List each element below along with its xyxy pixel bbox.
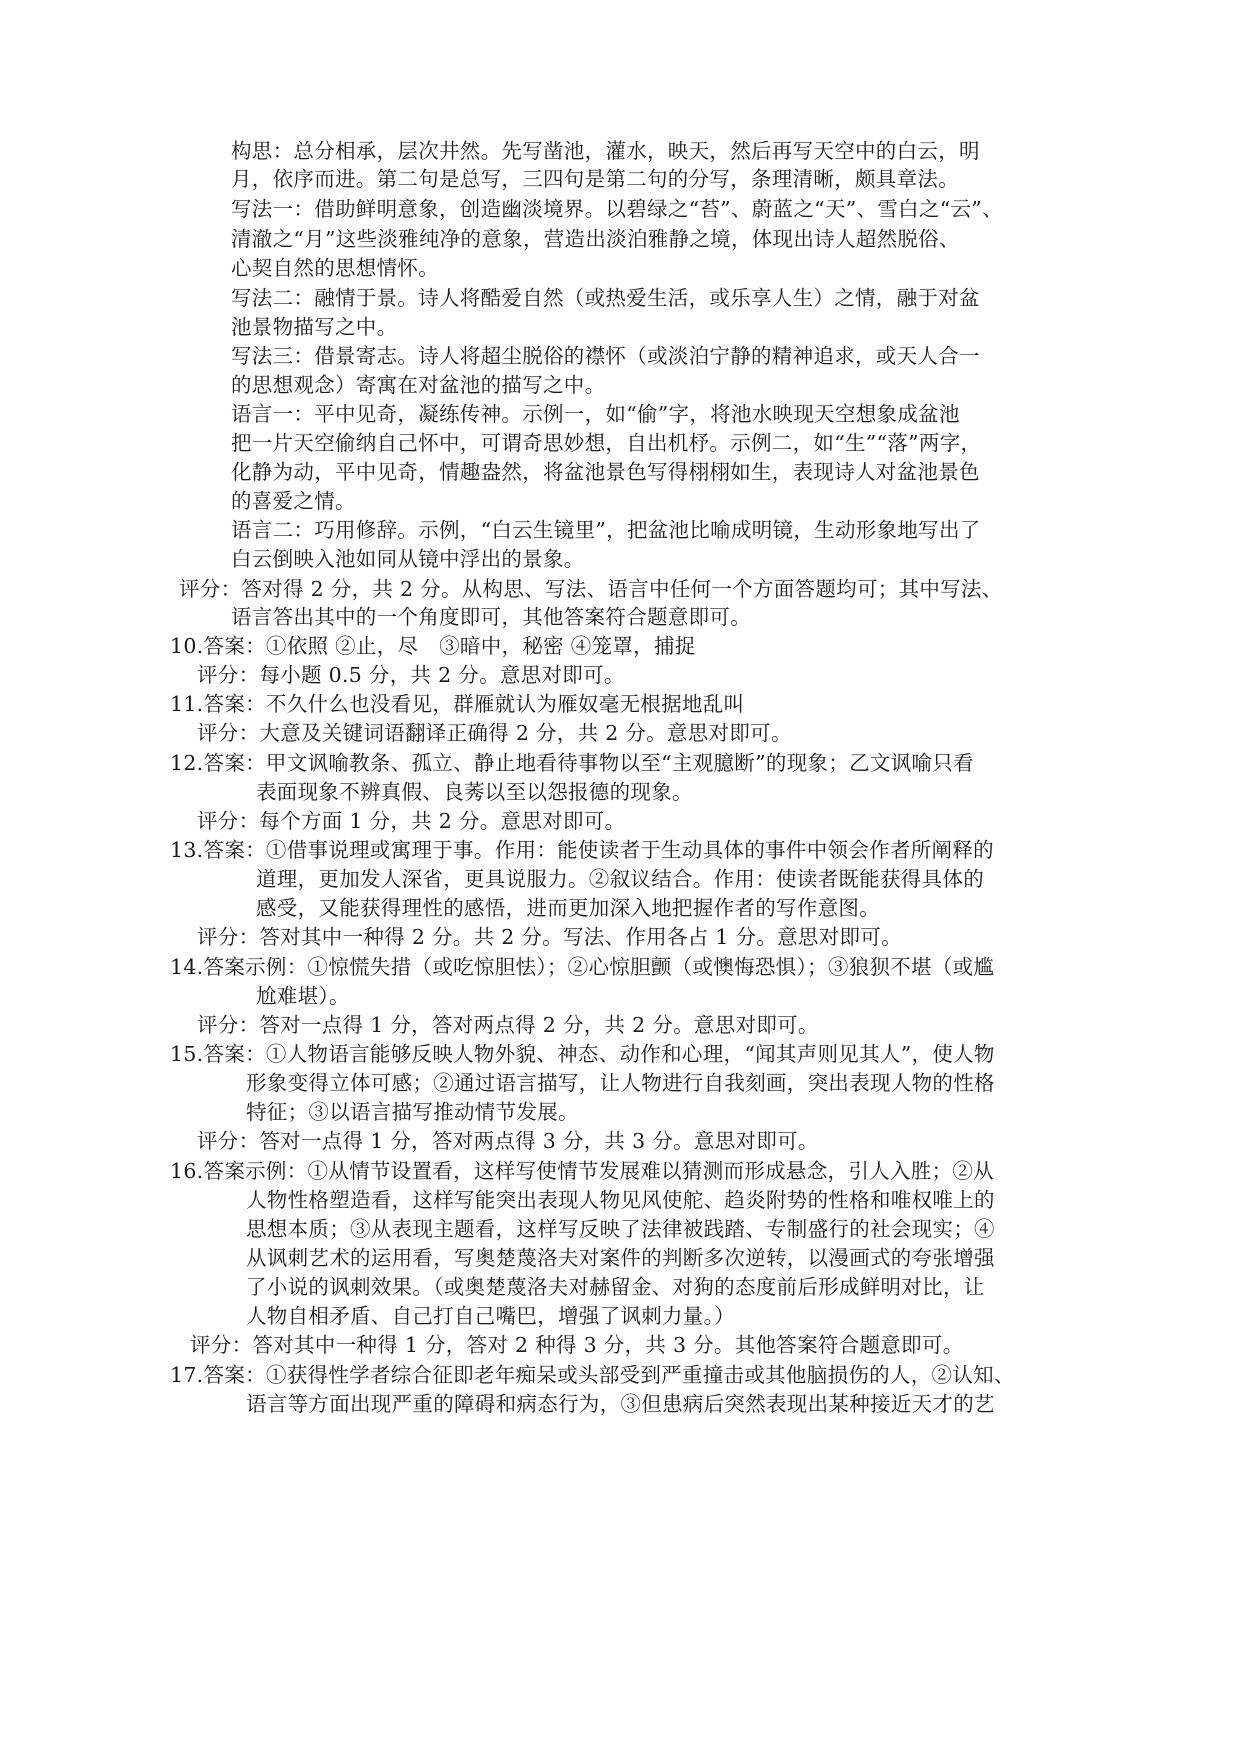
intro-line-4: 清澈之“月”这些淡雅纯净的意象，营造出淡泊雅静之境，体现出诗人超然脱俗、	[231, 227, 960, 251]
intro-line-5: 心契自然的思想情怀。	[231, 256, 439, 280]
q14-answer-line-1	[170, 953, 994, 981]
intro-line-10: 语言一：平中见奇，凝练传神。示例一，如“偷”字，将池水映现天空想象成盆池	[231, 402, 960, 426]
q13-number: 13.	[170, 838, 204, 862]
q12-answer-line-1	[170, 749, 974, 777]
q13-answer-line-3: 感受，又能获得理性的感悟，进而更加深入地把握作者的写作意图。	[256, 896, 880, 920]
intro-line-6: 写法二：融情于景。诗人将酷爱自然（或热爱生活，或乐享人生）之情，融于对盆	[231, 286, 980, 310]
intro-line-14: 语言二：巧用修辞。示例，“白云生镜里”，把盆池比喻成明镜，生动形象地写出了	[231, 518, 981, 542]
q13-answer-line-1	[170, 836, 994, 864]
q12-answer-1: 答案：甲文讽喻教条、孤立、静止地看待事物以至“主观臆断”的现象；乙文讽喻只看	[203, 751, 974, 775]
intro-line-3: 写法一：借助鲜明意象，创造幽淡境界。以碧绿之“苔”、蔚蓝之“天”、雪白之“云”、	[231, 197, 1003, 221]
q12-answer-line-2: 表面现象不辨真假、良莠以至以怨报德的现象。	[256, 780, 693, 804]
q14-score: 评分：答对一点得 1 分，答对两点得 2 分，共 2 分。意思对即可。	[197, 1013, 819, 1037]
q17-number: 17.	[170, 1363, 204, 1387]
q12-number: 12.	[170, 751, 204, 775]
q15-answer-line-1	[170, 1040, 995, 1068]
q16-answer-line-3: 思想本质；③从表现主题看，这样写反映了法律被践踏、专制盛行的社会现实；④	[246, 1217, 995, 1241]
q16-answer-1: 答案示例：①从情节设置看，这样写使情节发展难以猜测而形成悬念，引人入胜；②从	[203, 1159, 994, 1183]
intro-score-line-2: 语言答出其中的一个角度即可，其他答案符合题意即可。	[231, 605, 751, 629]
intro-score-line-1: 评分：答对得 2 分，共 2 分。从构思、写法、语言中任何一个方面答题均可；其中写法、	[179, 577, 1003, 601]
q16-answer-line-6: 人物自相矛盾、自己打自己嘴巴，增强了讽刺力量。）	[246, 1304, 735, 1328]
q10-answer: 答案：①依照 ②止，尽 ③暗中，秘密 ④笼罩，捕捉	[203, 634, 696, 658]
q14-answer-line-2: 尬难堪）。	[256, 984, 350, 1008]
q14-answer-1: 答案示例：①惊慌失措（或吃惊胆怯）；②心惊胆颤（或懊悔恐惧）；③狼狈不堪（或尴	[203, 955, 995, 979]
q15-answer-line-2: 形象变得立体可感；②通过语言描写，让人物进行自我刻画，突出表现人物的性格	[246, 1071, 995, 1095]
q16-answer-line-4: 从讽刺艺术的运用看，写奥楚蔑洛夫对案件的判断多次逆转，以漫画式的夸张增强	[246, 1246, 995, 1270]
q15-number: 15.	[170, 1042, 204, 1066]
q16-answer-line-2: 人物性格塑造看，这样写能突出表现人物见风使舵、趋炎附势的性格和唯权唯上的	[246, 1188, 995, 1212]
q13-answer-line-2: 道理，更加发人深省，更具说服力。②叙议结合。作用：使读者既能获得具体的	[256, 867, 984, 891]
intro-line-7: 池景物描写之中。	[231, 315, 398, 339]
q16-answer-line-5: 了小说的讽刺效果。（或奥楚蔑洛夫对赫留金、对狗的态度前后形成鲜明对比，让	[246, 1275, 985, 1299]
q13-score: 评分：答对其中一种得 2 分。共 2 分。写法、作用各占 1 分。意思对即可。	[197, 925, 902, 949]
q14-number: 14.	[170, 955, 204, 979]
intro-line-11: 把一片天空偷纳自己怀中，可谓奇思妙想，自出机杼。示例二，如“生”“落”两字，	[231, 431, 982, 455]
intro-line-9: 的思想观念）寄寓在对盆池的描写之中。	[231, 373, 606, 397]
q17-answer-line-2: 语言等方面出现严重的障碍和病态行为，③但患病后突然表现出某种接近天才的艺	[246, 1392, 995, 1416]
q17-answer-1: 答案：①获得性学者综合征即老年痴呆或头部受到严重撞击或其他脑损伤的人，②认知、	[203, 1363, 1015, 1387]
q11-number: 11.	[170, 692, 204, 716]
q10-number: 10.	[170, 634, 204, 658]
q13-answer-1: 答案：①借事说理或寓理于事。作用：能使读者于生动具体的事件中领会作者所阐释的	[203, 838, 994, 862]
q10-answer-line	[170, 632, 696, 660]
q15-score: 评分：答对一点得 1 分，答对两点得 3 分，共 3 分。意思对即可。	[197, 1129, 819, 1153]
q17-answer-line-1	[170, 1361, 1015, 1389]
q15-answer-1: 答案：①人物语言能够反映人物外貌、神态、动作和心理，“闻其声则见其人”，使人物	[203, 1042, 995, 1066]
q11-score: 评分：大意及关键词语翻译正确得 2 分，共 2 分。意思对即可。	[197, 721, 792, 745]
intro-line-12: 化静为动，平中见奇，情趣盎然，将盆池景色写得栩栩如生，表现诗人对盆池景色	[231, 460, 980, 484]
q16-number: 16.	[170, 1159, 204, 1183]
q11-answer: 答案：不久什么也没看见，群雁就认为雁奴毫无根据地乱叫	[203, 692, 745, 716]
q16-score: 评分：答对其中一种得 1 分，答对 2 种得 3 分，共 3 分。其他答案符合题意即可。	[190, 1333, 964, 1357]
intro-line-13: 的喜爱之情。	[231, 489, 356, 513]
intro-line-2: 月，依序而进。第二句是总写，三四句是第二句的分写，条理清晰，颇具章法。	[231, 167, 959, 191]
q12-score: 评分：每个方面 1 分，共 2 分。意思对即可。	[197, 809, 626, 833]
q15-answer-line-3: 特征；③以语言描写推动情节发展。	[246, 1100, 579, 1124]
intro-line-15: 白云倒映入池如同从镜中浮出的景象。	[231, 547, 585, 571]
q11-answer-line	[170, 690, 744, 718]
intro-line-8: 写法三：借景寄志。诗人将超尘脱俗的襟怀（或淡泊宁静的精神追求，或天人合一	[231, 344, 980, 368]
q10-score: 评分：每小题 0.5 分，共 2 分。意思对即可。	[197, 663, 625, 687]
q16-answer-line-1	[170, 1157, 994, 1185]
intro-line-1: 构思：总分相承，层次井然。先写凿池，灌水，映天，然后再写天空中的白云，明	[231, 139, 980, 163]
